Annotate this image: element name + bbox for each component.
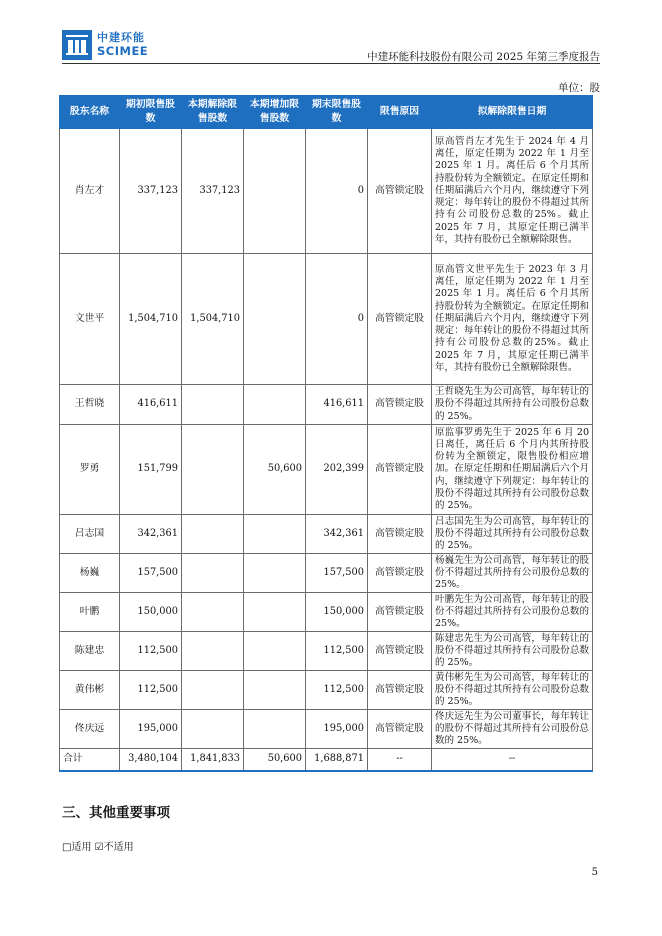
cell-added: [244, 710, 306, 749]
col-header-added: 本期增加限售股数: [244, 96, 306, 129]
cell-end: 112,500: [306, 632, 368, 671]
cell-name: 文世平: [60, 254, 120, 385]
cell-added: [244, 554, 306, 593]
col-header-released: 本期解除限售股数: [182, 96, 244, 129]
cell-begin: 151,799: [120, 425, 182, 515]
table-row: [60, 671, 593, 710]
table-row: [60, 593, 593, 632]
cell-name: 吕志国: [60, 515, 120, 554]
cell-name: 杨巍: [60, 554, 120, 593]
cell-released: 1,841,833: [182, 749, 244, 771]
cell-begin: 112,500: [120, 632, 182, 671]
cell-released: [182, 593, 244, 632]
cell-added: [244, 385, 306, 425]
cell-released: [182, 515, 244, 554]
col-header-shareholder: 股东名称: [60, 96, 120, 129]
table-row: [60, 385, 593, 425]
cell-reason: 高管锁定股: [368, 632, 432, 671]
table-row: [60, 254, 593, 385]
cell-added: [244, 129, 306, 254]
table-row: [60, 632, 593, 671]
section-heading: 三、其他重要事项: [62, 805, 170, 821]
cell-end: 0: [306, 254, 368, 385]
col-header-reason: 限售原因: [368, 96, 432, 129]
cell-release-date: 原监事罗勇先生于 2025 年 6 月 20 日离任，离任后 6 个月内其所持股份转为全额锁定，限售股份相应增加。在原定任期和任期届满后六个月内，继续遵守下列规定：每年转让的股份不得超过其所持有公司股份总数的 25%。: [432, 425, 593, 515]
col-header-begin: 期初限售股数: [120, 96, 182, 129]
cell-release-date: 佟庆远先生为公司董事长，每年转让的股份不得超过其所持有公司股份总数的 25%。: [432, 710, 593, 749]
cell-name: 肖左才: [60, 129, 120, 254]
cell-reason: 高管锁定股: [368, 385, 432, 425]
cell-reason: 高管锁定股: [368, 515, 432, 554]
logo-chinese-name: 中建环能: [97, 31, 145, 45]
cell-released: [182, 671, 244, 710]
cell-reason: 高管锁定股: [368, 554, 432, 593]
cell-reason: 高管锁定股: [368, 593, 432, 632]
cell-end: 112,500: [306, 671, 368, 710]
cell-release-date: 黄伟彬先生为公司高管，每年转让的股份不得超过其所持有公司股份总数的 25%。: [432, 671, 593, 710]
table-row: [60, 554, 593, 593]
cell-added: [244, 254, 306, 385]
cell-begin: 195,000: [120, 710, 182, 749]
cell-release-date: 王哲晓先生为公司高管，每年转让的股份不得超过其所持有公司股份总数的 25%。: [432, 385, 593, 425]
cell-reason: --: [368, 749, 432, 771]
document-title: 中建环能科技股份有限公司 2025 年第三季度报告: [367, 51, 600, 63]
cell-released: [182, 425, 244, 515]
table-row: [60, 425, 593, 515]
cell-added: 50,600: [244, 749, 306, 771]
cell-release-date: 陈建忠先生为公司高管，每年转让的股份不得超过其所持有公司股份总数的 25%。: [432, 632, 593, 671]
page-number: 5: [591, 867, 598, 878]
cell-name: 合计: [60, 749, 120, 771]
cell-end: 202,399: [306, 425, 368, 515]
cell-added: 50,600: [244, 425, 306, 515]
table-row: [60, 515, 593, 554]
table-row: [60, 129, 593, 254]
cell-released: 1,504,710: [182, 254, 244, 385]
cell-reason: 高管锁定股: [368, 710, 432, 749]
cell-name: 陈建忠: [60, 632, 120, 671]
cell-reason: 高管锁定股: [368, 425, 432, 515]
cell-released: [182, 632, 244, 671]
cell-begin: 342,361: [120, 515, 182, 554]
unit-label: 单位：股: [558, 82, 600, 94]
cell-begin: 112,500: [120, 671, 182, 710]
cell-release-date: 叶鹏先生为公司高管，每年转让的股份不得超过其所持有公司股份总数的 25%。: [432, 593, 593, 632]
cell-end: 0: [306, 129, 368, 254]
logo-english-name: SCIMEE: [97, 44, 149, 59]
restricted-shares-table: [59, 95, 593, 772]
cell-release-date: 原高管文世平先生于 2023 年 3 月离任，原定任期为 2022 年 1 月至 2025 年 1 月。离任后 6 个月其所持股份转为全额锁定。在原定任期和任期届满后六个月内，继续遵守下列规定：每年转让的股份不得超过其所持有公司股份总数的25%。截止 2025 年 7 月，其原定任期已满半年，其持有股份已全额解除限售。: [432, 254, 593, 385]
cell-begin: 416,611: [120, 385, 182, 425]
cell-begin: 150,000: [120, 593, 182, 632]
cell-added: [244, 632, 306, 671]
cell-released: [182, 385, 244, 425]
cell-end: 1,688,871: [306, 749, 368, 771]
cell-name: 佟庆远: [60, 710, 120, 749]
cell-reason: 高管锁定股: [368, 129, 432, 254]
cell-released: [182, 554, 244, 593]
cell-end: 416,611: [306, 385, 368, 425]
cell-begin: 1,504,710: [120, 254, 182, 385]
logo-mark-icon: [62, 30, 92, 60]
cell-release-date: 杨巍先生为公司高管，每年转让的股份不得超过其所持有公司股份总数的 25%。: [432, 554, 593, 593]
cell-release-date: --: [432, 749, 593, 771]
cell-name: 黄伟彬: [60, 671, 120, 710]
cell-added: [244, 515, 306, 554]
company-logo: [62, 30, 148, 60]
cell-name: 叶鹏: [60, 593, 120, 632]
cell-end: 150,000: [306, 593, 368, 632]
cell-begin: 337,123: [120, 129, 182, 254]
applicability-checkbox-line: □适用 ☑不适用: [62, 842, 134, 853]
table-row: [60, 710, 593, 749]
cell-released: 337,123: [182, 129, 244, 254]
cell-release-date: 吕志国先生为公司高管，每年转让的股份不得超过其所持有公司股份总数的 25%。: [432, 515, 593, 554]
cell-added: [244, 671, 306, 710]
cell-end: 195,000: [306, 710, 368, 749]
cell-name: 王哲晓: [60, 385, 120, 425]
table-total-row: [60, 749, 593, 771]
cell-released: [182, 710, 244, 749]
cell-end: 157,500: [306, 554, 368, 593]
cell-release-date: 原高管肖左才先生于 2024 年 4 月离任，原定任期为 2022 年 1 月至 2025 年 1 月。离任后 6 个月其所持股份转为全额锁定。在原定任期和任期届满后六个月内，继续遵守下列规定：每年转让的股份不得超过其所持有公司股份总数的25%。截止 2025 年 7 月，其原定任期已满半年，其持有股份已全额解除限售。: [432, 129, 593, 254]
cell-end: 342,361: [306, 515, 368, 554]
col-header-end: 期末限售股数: [306, 96, 368, 129]
table-header-row: [60, 96, 593, 129]
cell-reason: 高管锁定股: [368, 254, 432, 385]
cell-begin: 157,500: [120, 554, 182, 593]
cell-added: [244, 593, 306, 632]
header-divider: [62, 63, 600, 64]
cell-name: 罗勇: [60, 425, 120, 515]
cell-reason: 高管锁定股: [368, 671, 432, 710]
cell-begin: 3,480,104: [120, 749, 182, 771]
col-header-release-date: 拟解除限售日期: [432, 96, 593, 129]
